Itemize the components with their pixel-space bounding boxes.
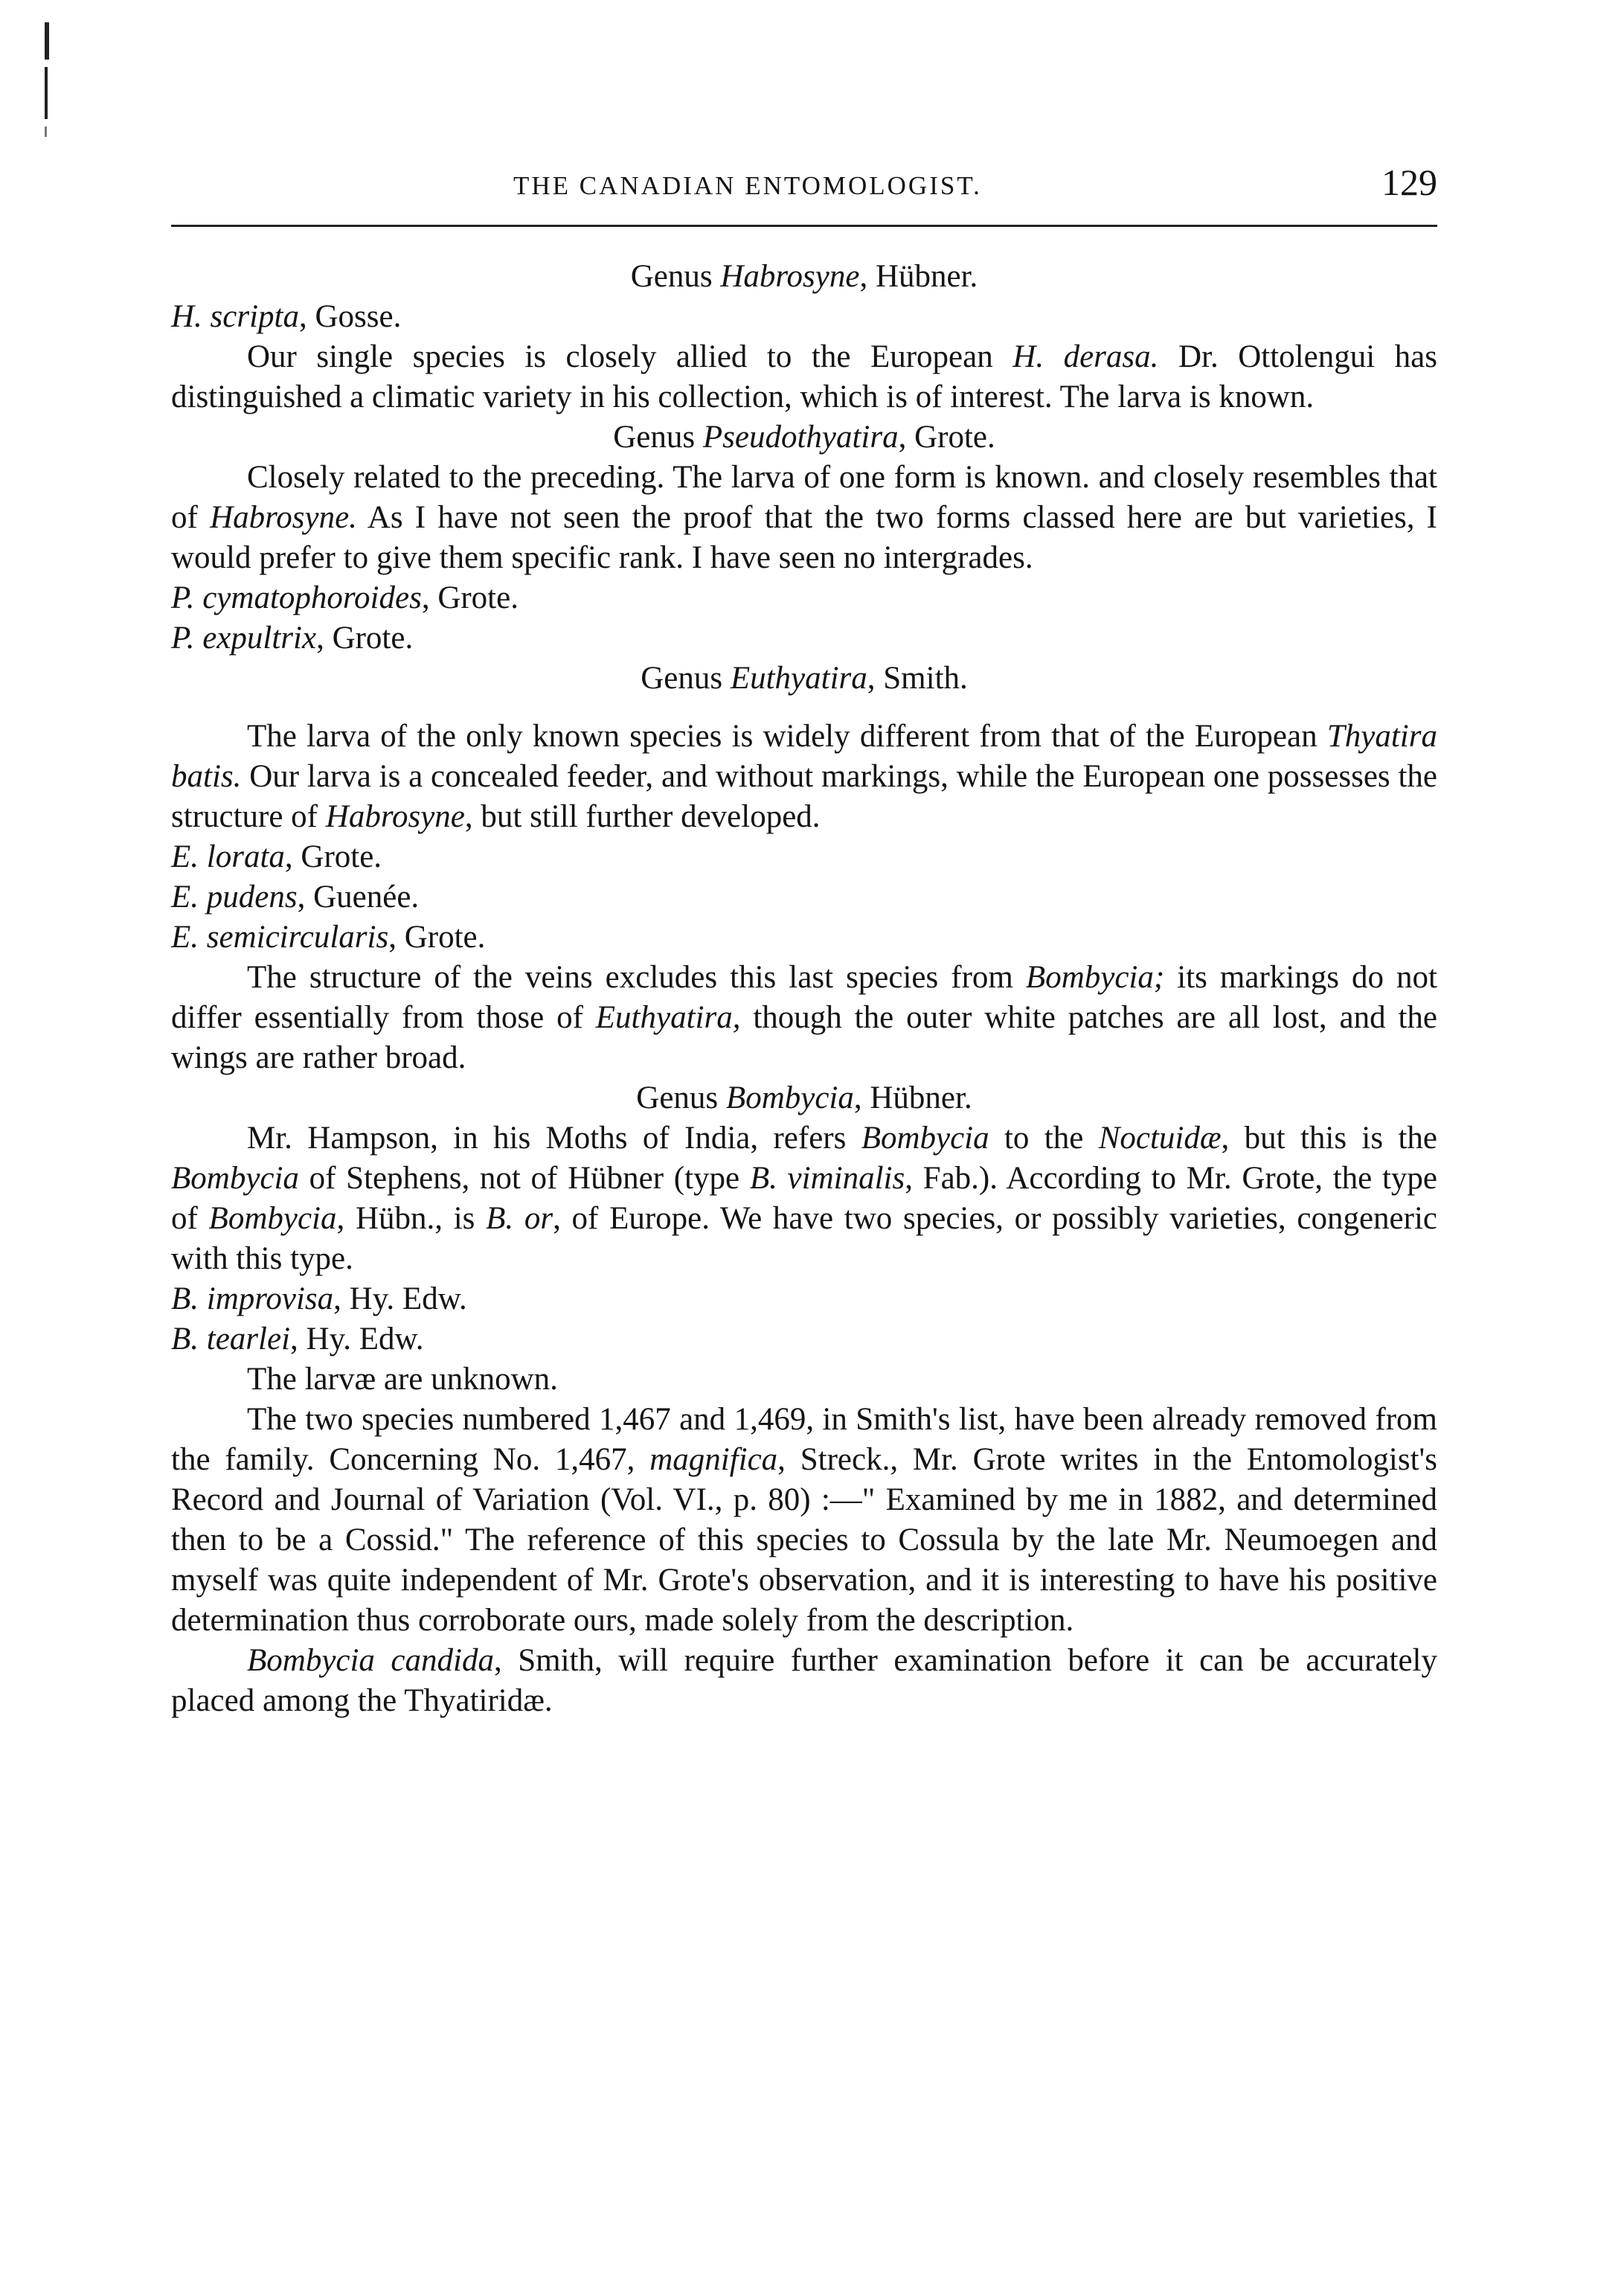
species-entry bbox=[171, 877, 1437, 917]
text-run: Our larva is a concealed feeder, and without markings, while the European one possesses the structure of bbox=[171, 759, 1437, 834]
italic-text: H. scripta bbox=[171, 299, 299, 334]
text-run: , Streck., Mr. Grote writes in the Entomologist's Record and Journal of Variation (Vol. VI., p. 80) :—" Examined by me in 1882, and determined then to be a Cossid." The reference of this species to Cossula by the late Mr. Neumoegen and myself was quite independent of Mr. Grote's observation, and it is interesting to have his positive determination thus corroborate ours, made solely from the description. bbox=[171, 1442, 1438, 1638]
text-run: , Grote. bbox=[284, 839, 382, 874]
species-entry bbox=[171, 837, 1437, 877]
genus-heading bbox=[171, 257, 1437, 297]
italic-text: Habrosyne. bbox=[210, 500, 357, 535]
text-run: , Hübner. bbox=[853, 1080, 972, 1115]
paragraph bbox=[171, 1360, 1437, 1400]
text-run: Our single species is closely allied to the European bbox=[247, 339, 1013, 374]
text-run: Mr. Hampson, in his Moths of India, refers bbox=[247, 1121, 861, 1156]
text-run: , Gosse. bbox=[299, 299, 402, 334]
paragraph bbox=[171, 717, 1437, 837]
species-entry bbox=[171, 297, 1437, 337]
text-run: to the bbox=[989, 1121, 1099, 1156]
italic-text: Pseudothyatira bbox=[702, 420, 899, 455]
text-run: , Hy. Edw. bbox=[290, 1322, 424, 1357]
italic-text: Euthyatira, bbox=[595, 1000, 741, 1035]
text-run: , Smith. bbox=[867, 661, 968, 696]
text-run: , of Europe. We have two species, or possibly varieties, congeneric with this type. bbox=[171, 1201, 1437, 1276]
italic-text: Bombycia bbox=[171, 1161, 299, 1196]
margin-scan-mark bbox=[45, 67, 48, 119]
species-entry bbox=[171, 618, 1437, 659]
italic-text: B. or bbox=[486, 1201, 553, 1236]
text-run: , Fab.). According to Mr. Grote, the type of bbox=[171, 1161, 1437, 1236]
italic-text: Bombycia bbox=[861, 1121, 989, 1156]
page bbox=[171, 156, 1437, 1721]
text-run: , Grote. bbox=[316, 621, 414, 656]
text-run: The structure of the veins excludes this last species from bbox=[247, 960, 1026, 995]
text-run: , but this is the bbox=[1221, 1121, 1437, 1156]
text-run: Closely related to the preceding. The larva of one form is known. and closely resembles that of bbox=[171, 460, 1437, 535]
italic-text: H. derasa. bbox=[1012, 339, 1159, 374]
italic-text: P. cymatophoroides bbox=[171, 580, 422, 615]
paragraph bbox=[171, 458, 1437, 578]
paragraph bbox=[171, 958, 1437, 1078]
italic-text: Bombycia; bbox=[1025, 960, 1165, 995]
italic-text: Noctuidæ bbox=[1098, 1121, 1222, 1156]
text-run: , Grote. bbox=[421, 580, 519, 615]
paragraph bbox=[171, 337, 1437, 417]
italic-text: Bombycia candida bbox=[247, 1643, 494, 1678]
italic-text: magnifica bbox=[649, 1442, 778, 1477]
header-rule bbox=[171, 225, 1437, 227]
text-run: , but still further developed. bbox=[464, 799, 821, 834]
text-run: The larvæ are unknown. bbox=[247, 1362, 558, 1397]
text-run: , Hübner. bbox=[859, 259, 978, 294]
text-run: , Hübn., is bbox=[336, 1201, 487, 1236]
text-run: As I have not seen the proof that the two forms classed here are but varieties, I would prefer to give them specific rank. I have seen no intergrades. bbox=[171, 500, 1437, 575]
text-run: its markings do not differ essentially from those of bbox=[171, 960, 1437, 1035]
text-run: The two species numbered 1,467 and 1,469, in Smith's list, have been already removed from the family. Concerning No. 1,467, bbox=[171, 1402, 1437, 1477]
italic-text: B. tearlei bbox=[171, 1322, 291, 1357]
species-entry bbox=[171, 1279, 1437, 1319]
species-entry bbox=[171, 917, 1437, 958]
running-head bbox=[171, 156, 1437, 208]
italic-text: Habrosyne bbox=[720, 259, 860, 294]
italic-text: Euthyatira bbox=[730, 661, 867, 696]
block-spacer bbox=[171, 699, 1437, 717]
italic-text: B. viminalis bbox=[749, 1161, 905, 1196]
paragraph bbox=[171, 1118, 1437, 1279]
text-run: , Guenée. bbox=[297, 880, 420, 915]
genus-heading bbox=[171, 659, 1437, 699]
journal-title: THE CANADIAN ENTOMOLOGIST. bbox=[513, 171, 982, 200]
paragraph bbox=[171, 1641, 1437, 1721]
text-run: , Grote. bbox=[898, 420, 995, 455]
page-number: 129 bbox=[1381, 161, 1437, 203]
body-text bbox=[171, 257, 1437, 1721]
italic-text: E. lorata bbox=[171, 839, 285, 874]
text-run: Genus bbox=[613, 420, 703, 455]
text-run: , Grote. bbox=[388, 920, 486, 955]
text-run: , Hy. Edw. bbox=[333, 1281, 467, 1316]
text-run: Genus bbox=[636, 1080, 726, 1115]
text-run: Dr. Ottolengui has distinguished a climatic variety in his collection, which is of interest. The larva is known. bbox=[171, 339, 1437, 414]
italic-text: B. improvisa bbox=[171, 1281, 334, 1316]
text-run: of Stephens, not of Hübner (type bbox=[298, 1161, 750, 1196]
text-run: Genus bbox=[630, 259, 721, 294]
paragraph bbox=[171, 1400, 1437, 1641]
text-run: , Smith, will require further examination before it can be accurately placed among the Thyatiridæ. bbox=[171, 1643, 1437, 1718]
italic-text: P. expultrix bbox=[171, 621, 317, 656]
text-run: Genus bbox=[641, 661, 731, 696]
margin-scan-mark bbox=[45, 22, 49, 60]
text-run: though the outer white patches are all lost, and the wings are rather broad. bbox=[171, 1000, 1437, 1075]
italic-text: E. semicircularis bbox=[171, 920, 389, 955]
species-entry bbox=[171, 1319, 1437, 1360]
margin-scan-mark bbox=[45, 126, 47, 137]
italic-text: Bombycia bbox=[208, 1201, 337, 1236]
text-run: The larva of the only known species is widely different from that of the European bbox=[247, 719, 1327, 754]
italic-text: E. pudens bbox=[171, 880, 298, 915]
italic-text: Habrosyne bbox=[325, 799, 465, 834]
italic-text: Bombycia bbox=[725, 1080, 854, 1115]
genus-heading bbox=[171, 417, 1437, 458]
italic-text: Thyatira batis. bbox=[171, 719, 1437, 794]
species-entry bbox=[171, 578, 1437, 618]
genus-heading bbox=[171, 1078, 1437, 1118]
